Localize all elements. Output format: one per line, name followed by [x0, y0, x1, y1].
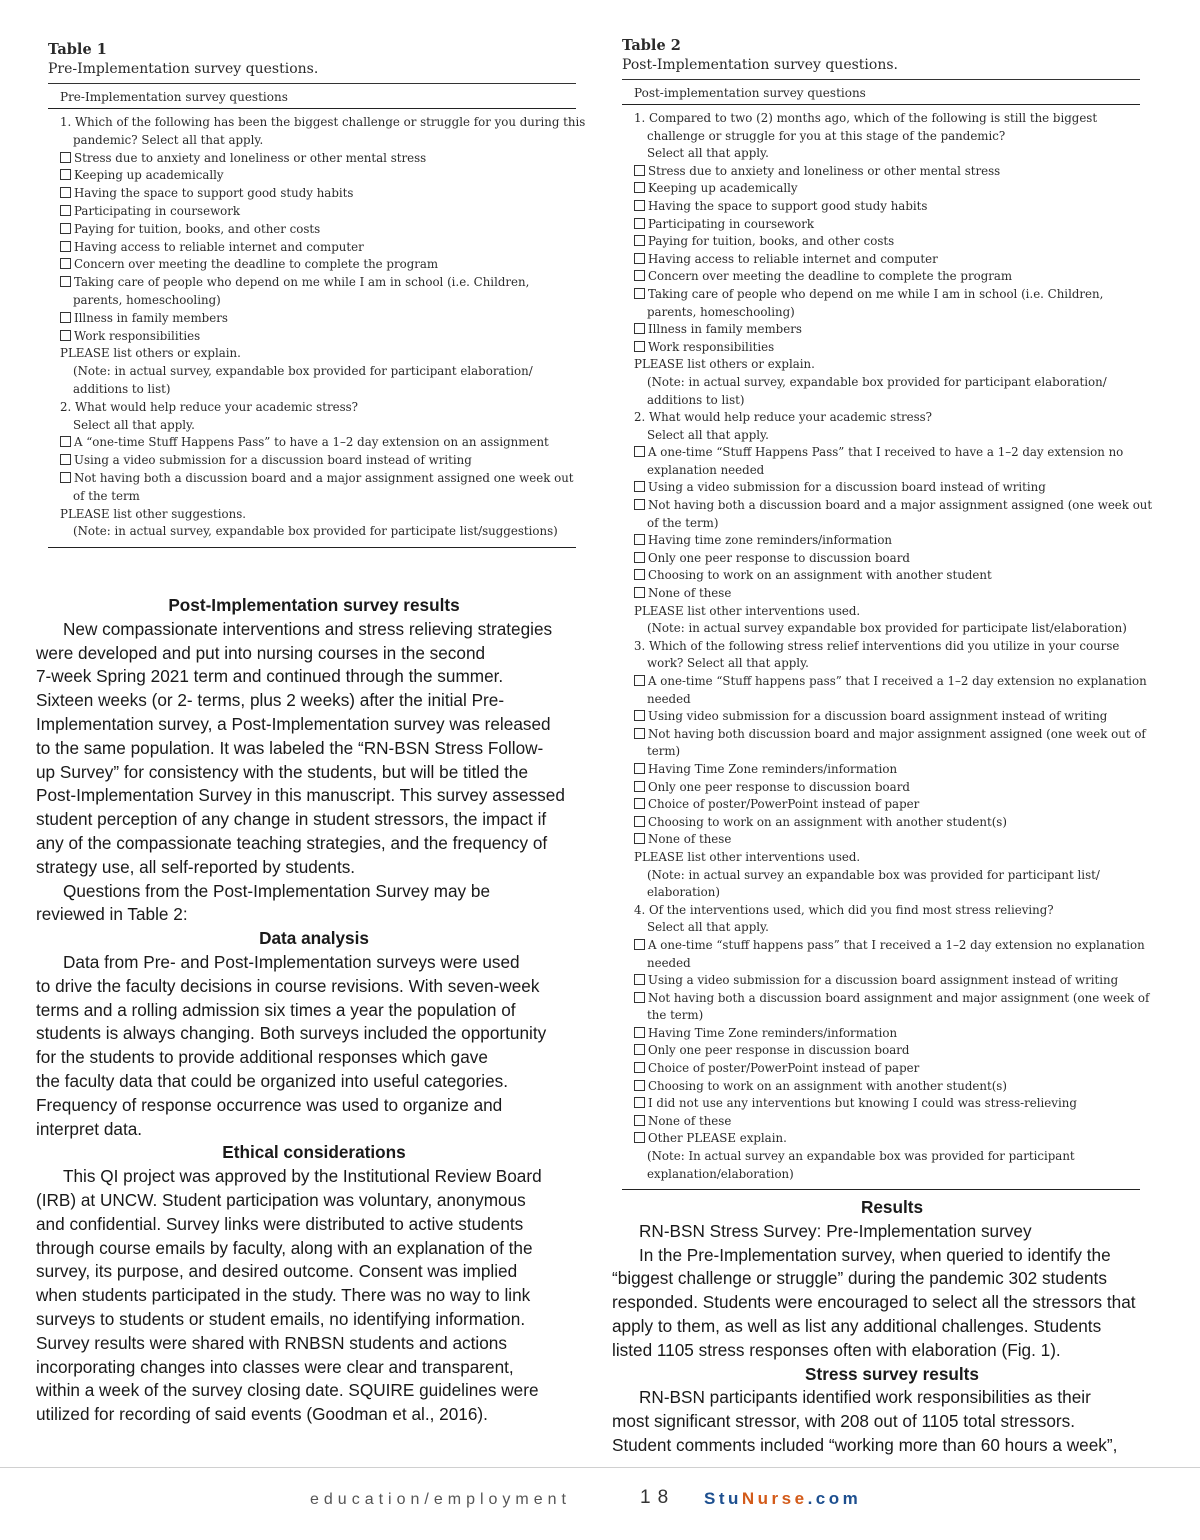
table-line-text: Choice of poster/PowerPoint instead of paper — [648, 1061, 920, 1076]
paragraph-line: In the Pre-Implementation survey, when queried to identify the — [639, 1244, 1111, 1265]
table-line — [60, 132, 576, 150]
table-line-text: 1. Which of the following has been the biggest challenge or struggle for you during this — [60, 115, 586, 129]
checkbox-icon — [60, 472, 71, 483]
checkbox-option — [634, 726, 1146, 744]
checkbox-option — [634, 532, 1140, 550]
checkbox-option — [634, 216, 1140, 234]
table-line-text: A one-time “Stuff happens pass” that I received a 1–2 day extension no explanation — [648, 674, 1147, 688]
table-line — [634, 655, 1140, 673]
paragraph-line: terms and a rolling admission six times a year the population of — [36, 999, 516, 1020]
paragraph-line: through course emails by faculty, along with an explanation of the — [36, 1237, 533, 1258]
checkbox-option — [634, 198, 1140, 216]
table-line-text: Taking care of people who depend on me while I am in school (i.e. Children, — [74, 275, 530, 290]
checkbox-option — [634, 497, 1153, 515]
table-line — [634, 110, 1140, 128]
checkbox-option — [634, 444, 1140, 462]
checkbox-option — [634, 233, 1140, 251]
table-line-text: Using a video submission for a discussion board instead of writing — [74, 453, 472, 468]
paragraph-line: survey, its purpose, and desired outcome. Consent was implied — [36, 1261, 518, 1282]
table-line — [634, 919, 1140, 937]
table-2 — [622, 36, 1153, 1190]
table-1-body — [48, 109, 586, 547]
table-line — [634, 427, 1140, 445]
table-line — [60, 488, 576, 506]
paragraph-line: surveys to students or student emails, no identifying information. — [36, 1308, 526, 1329]
paragraph-line: up Survey” for consistency with the students, but will be titled the — [36, 761, 529, 782]
checkbox-icon — [60, 312, 71, 323]
table-line-text: Using a video submission for a discussion board instead of writing — [648, 480, 1046, 495]
table-line-text: I did not use any interventions but knowing I could was stress-relieving — [648, 1096, 1077, 1111]
checkbox-icon — [60, 187, 71, 198]
checkbox-icon — [60, 241, 71, 252]
checkbox-option — [634, 796, 1140, 814]
table-line — [634, 620, 1140, 638]
footer-divider — [0, 1467, 1200, 1468]
checkbox-option — [634, 708, 1140, 726]
section-heading: Results — [860, 1197, 924, 1217]
checkbox-icon — [634, 974, 645, 985]
checkbox-icon — [634, 323, 645, 334]
page-footer — [0, 1487, 1200, 1517]
checkbox-icon — [634, 710, 645, 721]
table-line-text: Paying for tuition, books, and other costs — [648, 234, 895, 249]
checkbox-option — [634, 585, 1140, 603]
table-line-text: work? Select all that apply. — [647, 656, 809, 671]
paragraph-line: student perception of any change in student stressors, the impact if — [36, 809, 547, 830]
paragraph-line: interpret data. — [36, 1118, 143, 1139]
checkbox-icon — [60, 436, 71, 447]
table-line — [634, 743, 1140, 761]
checkbox-option — [634, 1042, 1140, 1060]
checkbox-icon — [634, 1097, 645, 1108]
checkbox-icon — [634, 1132, 645, 1143]
paragraph-line: 7-week Spring 2021 term and continued through the summer. — [36, 666, 504, 687]
table-line-text: Having time zone reminders/information — [648, 533, 893, 548]
table-line — [634, 1166, 1140, 1184]
table-line — [60, 363, 576, 381]
table-line — [634, 145, 1140, 163]
table-line-text: Choice of poster/PowerPoint instead of paper — [648, 797, 920, 812]
table-line-text: None of these — [648, 832, 732, 847]
table-line-text: additions to list) — [647, 392, 745, 407]
paragraph-line: Survey results were shared with RNBSN students and actions — [36, 1332, 507, 1353]
table-line — [634, 638, 1140, 656]
checkbox-icon — [634, 446, 645, 457]
checkbox-option — [634, 268, 1140, 286]
table-1 — [48, 40, 586, 548]
table-line — [634, 849, 1140, 867]
paragraph-line: responded. Students were encouraged to select all the stressors that — [612, 1292, 1136, 1313]
checkbox-option — [634, 286, 1140, 304]
checkbox-icon — [634, 182, 645, 193]
table-line-text: 2. What would help reduce your academic stress? — [634, 410, 933, 425]
table-line-text: (Note: in actual survey expandable box provided for participate list/elaboration) — [647, 621, 1127, 636]
checkbox-option — [634, 990, 1150, 1008]
table-line-text: Concern over meeting the deadline to complete the program — [648, 269, 1013, 284]
table-1-label: Table 1 — [48, 41, 107, 58]
paragraph-line: Data from Pre- and Post-Implementation surveys were used — [63, 951, 520, 972]
table-line-text: Taking care of people who depend on me while I am in school (i.e. Children, — [648, 286, 1104, 301]
checkbox-icon — [634, 763, 645, 774]
paragraph-line: “biggest challenge or struggle” during the pandemic 302 students — [612, 1268, 1107, 1289]
table-line-text: Using a video submission for a discussion board assignment instead of writing — [648, 973, 1119, 988]
checkbox-option — [60, 310, 576, 328]
paragraph-line: This QI project was approved by the Institutional Review Board — [63, 1166, 542, 1187]
table-line-text: Work responsibilities — [648, 339, 775, 354]
table-line-text: challenge or struggle for you at this stage of the pandemic? — [647, 128, 1006, 143]
paragraph-line: the faculty data that could be organized into useful categories. — [36, 1070, 509, 1091]
checkbox-icon — [60, 454, 71, 465]
table-line-text: Not having both discussion board and major assignment assigned (one week out of — [648, 726, 1146, 741]
table-line-text: Only one peer response to discussion board — [648, 550, 910, 565]
table-line-text: Stress due to anxiety and loneliness or other mental stress — [74, 150, 427, 165]
table-line-text: Participating in coursework — [74, 203, 241, 218]
table-line-text: Concern over meeting the deadline to complete the program — [74, 257, 439, 272]
table-line-text: Having Time Zone reminders/information — [648, 1025, 898, 1040]
table-line-text: PLEASE list other interventions used. — [634, 849, 861, 864]
brand-logo[interactable] — [704, 1489, 861, 1509]
checkbox-icon — [634, 992, 645, 1003]
checkbox-icon — [60, 330, 71, 341]
table-line-text: Not having both a discussion board and a major assignment assigned one week out — [74, 470, 574, 485]
table-line-text: elaboration) — [647, 885, 720, 900]
table-1-caption: Pre-Implementation survey questions. — [48, 61, 319, 77]
table-line — [634, 374, 1140, 392]
paragraph-line: (IRB) at UNCW. Student participation was voluntary, anonymous — [36, 1189, 526, 1210]
checkbox-icon — [60, 152, 71, 163]
table-line-text: A “one-time Stuff Happens Pass” to have a 1–2 day extension on an assignment — [74, 435, 549, 450]
table-line-text: (Note: In actual survey an expandable box was provided for participant — [647, 1149, 1075, 1164]
table-line — [60, 506, 576, 524]
table-2-caption: Post-Implementation survey questions. — [622, 57, 898, 73]
checkbox-icon — [634, 675, 645, 686]
table-line-text: Having access to reliable internet and computer — [74, 239, 364, 254]
checkbox-option — [634, 831, 1140, 849]
table-line — [634, 356, 1140, 374]
checkbox-icon — [634, 833, 645, 844]
table-line-text: parents, homeschooling) — [73, 292, 221, 307]
checkbox-icon — [60, 205, 71, 216]
table-line-text: None of these — [648, 586, 732, 601]
table-line-text: Keeping up academically — [74, 168, 224, 183]
table-line-text: parents, homeschooling) — [647, 304, 795, 319]
right-body-text — [612, 1196, 1172, 1458]
checkbox-icon — [634, 798, 645, 809]
paragraph-line: apply to them, as well as list any additional challenges. Students — [612, 1315, 1102, 1336]
table-line-text: Not having both a discussion board and a major assignment assigned (one week out — [648, 498, 1153, 513]
checkbox-option — [60, 221, 576, 239]
paragraph-line: Sixteen weeks (or 2- terms, plus 2 weeks) after the initial Pre- — [36, 690, 505, 711]
paragraph-line: New compassionate interventions and stress relieving strategies — [63, 618, 553, 639]
table-line — [60, 292, 576, 310]
table-line-text: (Note: in actual survey an expandable box was provided for participant list/ — [647, 867, 1100, 882]
checkbox-icon — [634, 235, 645, 246]
table-line — [634, 392, 1140, 410]
checkbox-option — [634, 251, 1140, 269]
table-line-text: Other PLEASE explain. — [648, 1131, 787, 1146]
table-line-text: Having Time Zone reminders/information — [648, 761, 898, 776]
checkbox-icon — [634, 341, 645, 352]
paragraph-line: to the same population. It was labeled the “RN-BSN Stress Follow- — [36, 737, 544, 758]
table-line-text: Illness in family members — [648, 322, 802, 337]
table-line-text: Having the space to support good study habits — [648, 198, 928, 213]
paragraph-line: for the students to provide additional responses which gave — [36, 1047, 488, 1068]
table-line-text: 3. Which of the following stress relief interventions did you utilize in your course — [634, 638, 1120, 653]
table-line-text: of the term — [73, 488, 140, 503]
paragraph-line: students is always changing. Both surveys included the opportunity — [36, 1023, 547, 1044]
table-line-text: A one-time “stuff happens pass” that I received a 1–2 day extension no explanation — [648, 937, 1145, 952]
table-line — [634, 1007, 1140, 1025]
checkbox-option — [60, 328, 576, 346]
table-line-text: explanation/elaboration) — [647, 1166, 794, 1181]
checkbox-icon — [634, 288, 645, 299]
paragraph-line: when students participated in the study. There was no way to link — [36, 1285, 531, 1306]
paragraph-line: RN-BSN Stress Survey: Pre-Implementation survey — [639, 1220, 1032, 1241]
table-line — [634, 409, 1140, 427]
table-2-body — [622, 105, 1153, 1189]
table-line — [60, 523, 576, 541]
table-line-text: Participating in coursework — [648, 216, 815, 231]
table-line-text: Work responsibilities — [74, 328, 201, 343]
table-line-text: Only one peer response in discussion board — [648, 1043, 910, 1058]
checkbox-option — [634, 1095, 1140, 1113]
paragraph-line: utilized for recording of said events (Goodman et al., 2016). — [36, 1404, 488, 1425]
table-line-text: Illness in family members — [74, 310, 228, 325]
table-line-text: Choosing to work on an assignment with another student — [648, 568, 992, 583]
checkbox-icon — [634, 481, 645, 492]
table-line-text: Having access to reliable internet and computer — [648, 251, 938, 266]
checkbox-icon — [634, 270, 645, 281]
table-line — [634, 515, 1140, 533]
section-heading: Data analysis — [259, 928, 369, 949]
checkbox-icon — [634, 165, 645, 176]
table-line-text: 2. What would help reduce your academic stress? — [60, 399, 359, 414]
table-line-text: needed — [647, 691, 691, 706]
table-line-text: A one-time “Stuff Happens Pass” that I received to have a 1–2 day extension no — [648, 445, 1124, 460]
section-heading: Ethical considerations — [222, 1142, 406, 1163]
table-line-text: Only one peer response to discussion board — [648, 779, 910, 794]
checkbox-icon — [60, 258, 71, 269]
checkbox-icon — [634, 253, 645, 264]
table-2-header: Post-implementation survey questions — [634, 86, 866, 100]
table-line — [634, 1148, 1140, 1166]
section-heading: Post-Implementation survey results — [168, 595, 460, 615]
table-line-text: Not having both a discussion board assignment and major assignment (one week of — [648, 990, 1150, 1005]
table-line-text: PLEASE list other interventions used. — [634, 603, 861, 618]
checkbox-option — [60, 256, 576, 274]
table-2-bottom-rule — [622, 1189, 1140, 1190]
table-line-text: Select all that apply. — [647, 427, 769, 442]
checkbox-option — [60, 470, 576, 488]
checkbox-option — [634, 937, 1145, 955]
checkbox-icon — [634, 728, 645, 739]
table-line-text: Select all that apply. — [647, 920, 769, 935]
paragraph-line: any of the compassionate teaching strategies, and the frequency of — [36, 832, 548, 853]
table-2-label: Table 2 — [622, 37, 681, 54]
table-line — [60, 399, 576, 417]
checkbox-option — [60, 185, 576, 203]
table-line — [634, 603, 1140, 621]
checkbox-option — [634, 1130, 1140, 1148]
paragraph-line: listed 1105 stress responses often with elaboration (Fig. 1). — [612, 1339, 1061, 1360]
checkbox-option — [634, 673, 1147, 691]
table-line — [60, 114, 586, 132]
checkbox-icon — [634, 1044, 645, 1055]
checkbox-option — [634, 1025, 1140, 1043]
table-line-text: Using video submission for a discussion board assignment instead of writing — [648, 709, 1108, 724]
table-line-text: explanation needed — [647, 462, 765, 477]
checkbox-icon — [634, 816, 645, 827]
table-line-text: (Note: in actual survey, expandable box provided for participant elaboration/ — [73, 364, 533, 379]
checkbox-option — [634, 180, 1140, 198]
checkbox-option — [60, 434, 576, 452]
table-line-text: Choosing to work on an assignment with another student(s) — [648, 1078, 1007, 1093]
footer-section-label: education/employment — [310, 1491, 571, 1508]
paragraph-line: RN-BSN participants identified work responsibilities as their — [639, 1387, 1091, 1408]
paragraph-line: and confidential. Survey links were distributed to active students — [36, 1213, 524, 1234]
paragraph-line: strategy use, all self-reported by students. — [36, 856, 356, 877]
checkbox-icon — [60, 223, 71, 234]
paragraph-line: to drive the faculty decisions in course revisions. With seven-week — [36, 975, 540, 996]
brand-com: .com — [807, 1489, 862, 1508]
checkbox-icon — [634, 499, 645, 510]
table-line-text: term) — [647, 744, 681, 759]
checkbox-icon — [634, 552, 645, 563]
table-line-text: pandemic? Select all that apply. — [73, 132, 264, 147]
table-line-text: needed — [647, 955, 691, 970]
checkbox-option — [634, 1078, 1140, 1096]
checkbox-icon — [634, 781, 645, 792]
table-line-text: PLEASE list others or explain. — [60, 346, 241, 361]
table-line-text: (Note: in actual survey, expandable box provided for participant elaboration/ — [647, 374, 1107, 389]
table-line-text: PLEASE list other suggestions. — [60, 506, 247, 521]
table-line — [60, 381, 576, 399]
table-line-text: additions to list) — [73, 381, 171, 396]
page-number: 18 — [640, 1487, 676, 1508]
checkbox-option — [634, 479, 1140, 497]
checkbox-icon — [634, 939, 645, 950]
table-line-text: Keeping up academically — [648, 181, 798, 196]
checkbox-option — [60, 203, 576, 221]
table-line — [634, 884, 1140, 902]
table-line — [634, 128, 1140, 146]
checkbox-option — [634, 761, 1140, 779]
checkbox-option — [634, 814, 1140, 832]
checkbox-option — [60, 274, 576, 292]
left-body-text — [36, 594, 592, 1427]
table-line — [634, 955, 1140, 973]
checkbox-icon — [60, 276, 71, 287]
checkbox-option — [634, 567, 1140, 585]
table-line-text: PLEASE list others or explain. — [634, 357, 815, 372]
paragraph-line: reviewed in Table 2: — [36, 904, 188, 925]
table-line-text: 4. Of the interventions used, which did you find most stress relieving? — [634, 902, 1054, 917]
paragraph-line: incorporating changes into classes were clear and transparent, — [36, 1356, 514, 1377]
table-line — [634, 691, 1140, 709]
checkbox-option — [634, 550, 1140, 568]
checkbox-icon — [634, 1062, 645, 1073]
checkbox-option — [634, 1060, 1140, 1078]
paragraph-line: Questions from the Post-Implementation Survey may be — [63, 880, 491, 901]
section-heading: Stress survey results — [805, 1363, 979, 1384]
paragraph-line: Frequency of response occurrence was used to organize and — [36, 1094, 503, 1115]
checkbox-icon — [634, 1080, 645, 1091]
checkbox-icon — [634, 1115, 645, 1126]
table-line — [60, 345, 576, 363]
checkbox-icon — [634, 200, 645, 211]
table-line — [634, 304, 1140, 322]
checkbox-option — [60, 452, 576, 470]
checkbox-icon — [60, 169, 71, 180]
table-line-text: Select all that apply. — [73, 417, 195, 432]
table-line — [634, 902, 1140, 920]
table-line-text: Select all that apply. — [647, 146, 769, 161]
checkbox-option — [60, 150, 576, 168]
checkbox-option — [634, 1113, 1140, 1131]
brand-nurse: Nurse — [741, 1489, 808, 1508]
checkbox-option — [634, 163, 1140, 181]
paragraph-line: most significant stressor, with 208 out of 1105 total stressors. — [612, 1411, 1076, 1432]
paragraph-line: Implementation survey, a Post-Implementation survey was released — [36, 713, 551, 734]
checkbox-icon — [634, 587, 645, 598]
table-line-text: Choosing to work on an assignment with another student(s) — [648, 814, 1007, 829]
table-line-text: (Note: in actual survey, expandable box provided for participate list/suggestions) — [73, 524, 558, 539]
checkbox-option — [634, 321, 1140, 339]
checkbox-option — [60, 239, 576, 257]
table-line — [60, 417, 576, 435]
checkbox-option — [634, 339, 1140, 357]
table-line-text: Paying for tuition, books, and other costs — [74, 221, 321, 236]
table-line-text: Stress due to anxiety and loneliness or other mental stress — [648, 163, 1001, 178]
checkbox-icon — [634, 569, 645, 580]
table-line-text: None of these — [648, 1113, 732, 1128]
brand-stu: Stu — [704, 1489, 742, 1508]
table-line-text: 1. Compared to two (2) months ago, which of the following is still the biggest — [634, 111, 1098, 125]
table-1-header: Pre-Implementation survey questions — [60, 90, 288, 104]
checkbox-icon — [634, 218, 645, 229]
table-line-text: the term) — [647, 1008, 704, 1023]
paragraph-line: were developed and put into nursing courses in the second — [36, 642, 486, 663]
table-line — [634, 462, 1140, 480]
checkbox-icon — [634, 534, 645, 545]
checkbox-option — [634, 779, 1140, 797]
paragraph-line: within a week of the survey closing date. SQUIRE guidelines were — [36, 1380, 539, 1401]
table-1-bottom-rule — [48, 547, 576, 548]
checkbox-option — [634, 972, 1140, 990]
paragraph-line: Post-Implementation Survey in this manuscript. This survey assessed — [36, 785, 565, 806]
paragraph-line: Student comments included “working more than 60 hours a week”, — [612, 1434, 1118, 1455]
checkbox-option — [60, 167, 576, 185]
table-line — [634, 867, 1140, 885]
table-line-text: of the term) — [647, 515, 719, 530]
table-line-text: Having the space to support good study habits — [74, 186, 354, 201]
checkbox-icon — [634, 1027, 645, 1038]
